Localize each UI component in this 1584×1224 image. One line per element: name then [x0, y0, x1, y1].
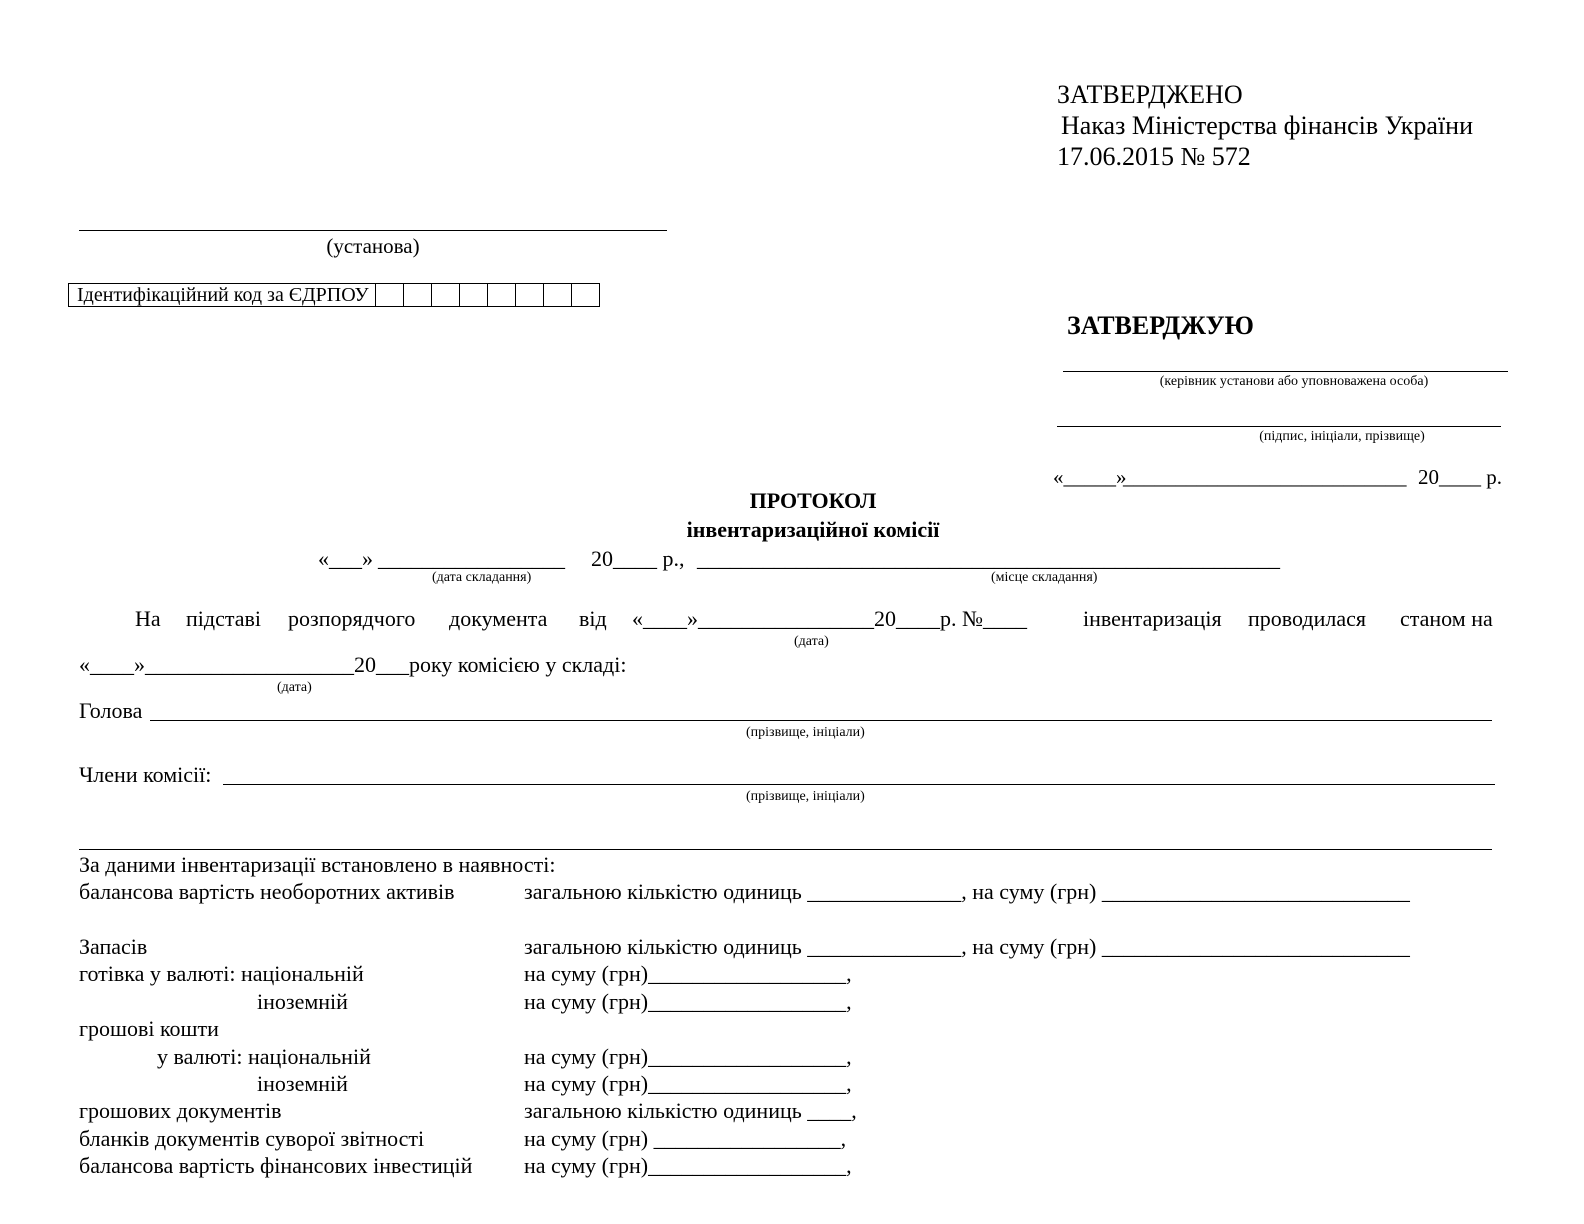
inventory-row-label: балансова вартість фінансових інвестицій [79, 1153, 473, 1178]
approved-order: Наказ Міністерства фінансів України [1061, 111, 1473, 140]
approve-title: ЗАТВЕРДЖУЮ [1067, 311, 1254, 340]
inventory-row-value: загальною кількістю одиниць ____, [524, 1098, 857, 1123]
chair-caption: (прізвище, ініціали) [746, 725, 865, 740]
basis-line-2: «____»___________________20___року комісією у складі: [79, 652, 627, 677]
head-line[interactable] [1063, 371, 1508, 372]
inventory-row-value: на суму (грн)__________________, [524, 961, 852, 986]
edrpou-digit-cell[interactable] [431, 284, 459, 307]
institution-line[interactable] [79, 230, 667, 231]
basis-doc-date: «____»________________20____р. №____ [632, 606, 1027, 631]
inventory-row-value: загальною кількістю одиниць ______________, на суму (грн) ____________________________ [524, 879, 1410, 904]
inventory-row-label: у валюті: національній [157, 1044, 371, 1069]
chair-line[interactable] [150, 720, 1492, 721]
inventory-row-value: на суму (грн)__________________, [524, 1071, 852, 1096]
basis-word: розпорядчого [288, 606, 416, 631]
protocol-title: ПРОТОКОЛ [749, 488, 877, 513]
members-caption: (прізвище, ініціали) [746, 789, 865, 804]
protocol-subtitle: інвентаризаційної комісії [686, 517, 940, 542]
basis-word: підставі [186, 606, 261, 631]
inventory-row-label: іноземній [257, 989, 348, 1014]
edrpou-digit-cell[interactable] [571, 284, 599, 307]
compile-date-month: _________________ [378, 546, 565, 571]
inventory-intro: За даними інвентаризації встановлено в наявності: [79, 852, 556, 877]
basis-date-caption: (дата) [794, 634, 829, 649]
inventory-row-label: бланків документів суворої звітності [79, 1126, 425, 1151]
basis-word: На [135, 606, 161, 631]
sign-caption: (підпис, ініціали, прізвище) [1259, 429, 1425, 444]
inventory-row-label: Запасів [79, 934, 148, 959]
edrpou-box [68, 283, 600, 307]
basis-line-2-caption: (дата) [277, 680, 312, 695]
inventory-row-label: грошових документів [79, 1098, 282, 1123]
edrpou-digit-cell[interactable] [487, 284, 515, 307]
members-line-2[interactable] [79, 849, 1492, 850]
members-line[interactable] [223, 784, 1495, 785]
basis-word: проводилася [1248, 606, 1366, 631]
approve-date-year: 20____ р. [1418, 465, 1502, 489]
edrpou-digit-cell[interactable] [375, 284, 403, 307]
basis-word: від [579, 606, 607, 631]
members-label: Члени комісії: [79, 762, 212, 787]
inventory-row-value: на суму (грн)__________________, [524, 1153, 852, 1178]
head-caption: (керівник установи або уповноважена особа) [1159, 374, 1429, 389]
sign-line[interactable] [1057, 426, 1501, 427]
institution-caption: (установа) [326, 234, 420, 258]
edrpou-digit-cell[interactable] [515, 284, 543, 307]
compile-place-caption: (місце складання) [991, 570, 1098, 585]
edrpou-digit-cell[interactable] [403, 284, 431, 307]
compile-place: _____________________________________________________ [697, 546, 1280, 571]
inventory-row-value: на суму (грн)__________________, [524, 1044, 852, 1069]
approve-date-month: ___________________________ [1123, 465, 1407, 489]
inventory-row-value: на суму (грн) _________________, [524, 1126, 847, 1151]
compile-date-caption: (дата складання) [432, 570, 532, 585]
chair-label: Голова [79, 698, 143, 723]
edrpou-digit-cell[interactable] [459, 284, 487, 307]
compile-date-year: 20____ р., [591, 546, 685, 571]
approved-date-number: 17.06.2015 № 572 [1057, 142, 1251, 171]
basis-word: станом на [1400, 606, 1493, 631]
compile-date-day: «___» [318, 546, 373, 571]
inventory-row-label: балансова вартість необоротних активів [79, 879, 455, 904]
approve-date-day: «_____» [1053, 465, 1127, 489]
edrpou-label: Ідентифікаційний код за ЄДРПОУ [69, 284, 376, 307]
inventory-row-value: загальною кількістю одиниць ______________, на суму (грн) ____________________________ [524, 934, 1410, 959]
inventory-row-label: готівка у валюті: національній [79, 961, 364, 986]
inventory-row-label: грошові кошти [79, 1016, 219, 1041]
basis-word: документа [449, 606, 548, 631]
inventory-row-value: на суму (грн)__________________, [524, 989, 852, 1014]
edrpou-digit-cell[interactable] [543, 284, 571, 307]
inventory-row-label: іноземній [257, 1071, 348, 1096]
approved-title: ЗАТВЕРДЖЕНО [1057, 80, 1243, 109]
basis-word: інвентаризація [1083, 606, 1222, 631]
